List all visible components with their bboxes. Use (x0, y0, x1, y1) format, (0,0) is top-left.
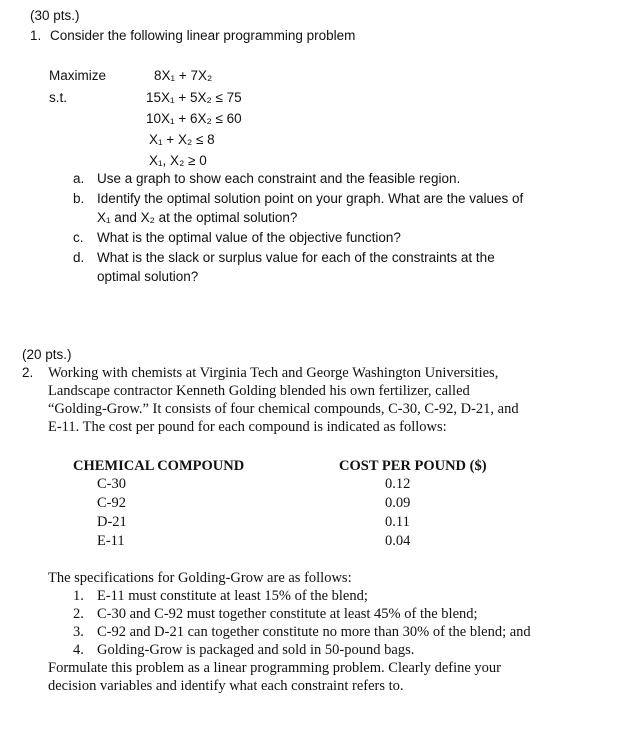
q2-intro-line-3: “Golding-Grow.” It consists of four chemical compounds, C-30, C-92, D-21, and (48, 401, 519, 417)
spec-item: E-11 must constitute at least 15% of the blend; (97, 588, 368, 604)
part-a-text: Use a graph to show each constraint and the feasible region. (97, 171, 461, 186)
table-row-cost: 0.09 (385, 495, 411, 511)
q1-number: 1. (30, 28, 42, 43)
table-header-compound: CHEMICAL COMPOUND (73, 458, 245, 474)
spec-number: 1. (73, 588, 84, 604)
part-c-letter: c. (73, 230, 84, 245)
table-row-compound: C-92 (97, 495, 126, 511)
constraint-2: 10X₁ + 6X₂ ≤ 60 (146, 111, 242, 126)
q2-number: 2. (22, 365, 34, 380)
part-b-letter: b. (73, 191, 85, 206)
part-b-text-1: Identify the optimal solution point on your graph. What are the values of (97, 191, 524, 206)
q2-intro-line-4: E-11. The cost per pound for each compound is indicated as follows: (48, 419, 447, 435)
closing-line-1: Formulate this problem as a linear programming problem. Clearly define your (48, 660, 502, 676)
q2-points: (20 pts.) (22, 347, 72, 362)
spec-number: 3. (73, 624, 84, 640)
part-d-text-1: What is the slack or surplus value for each of the constraints at the (97, 250, 495, 265)
table-row-cost: 0.04 (385, 533, 411, 549)
part-a-letter: a. (73, 171, 85, 186)
table-row-compound: C-30 (97, 476, 126, 492)
part-d-text-2: optimal solution? (97, 269, 199, 284)
table-row-cost: 0.12 (385, 476, 411, 492)
spec-number: 2. (73, 606, 84, 622)
spec-intro: The specifications for Golding-Grow are as follows: (48, 570, 352, 586)
constraint-nonneg: X₁, X₂ ≥ 0 (149, 153, 207, 168)
q1-points: (30 pts.) (30, 8, 80, 23)
subject-to-label: s.t. (49, 90, 68, 105)
part-b-text-2: X₁ and X₂ at the optimal solution? (97, 210, 298, 225)
spec-item: C-92 and D-21 can together constitute no more than 30% of the blend; and (97, 624, 531, 640)
table-row-compound: D-21 (97, 514, 127, 530)
q2-intro-line-1: Working with chemists at Virginia Tech and George Washington Universities, (48, 365, 499, 381)
part-d-letter: d. (73, 250, 85, 265)
table-row-compound: E-11 (97, 533, 125, 549)
q1-prompt: Consider the following linear programming problem (50, 28, 356, 43)
objective-function: 8X₁ + 7X₂ (154, 68, 213, 83)
spec-item: C-30 and C-92 must together constitute at least 45% of the blend; (97, 606, 478, 622)
spec-number: 4. (73, 642, 84, 658)
q2-intro-line-2: Landscape contractor Kenneth Golding blended his own fertilizer, called (48, 383, 470, 399)
spec-item: Golding-Grow is packaged and sold in 50-pound bags. (97, 642, 415, 658)
maximize-label: Maximize (49, 68, 107, 83)
table-row-cost: 0.11 (385, 514, 410, 530)
closing-line-2: decision variables and identify what each constraint refers to. (48, 678, 404, 694)
constraint-3: X₁ + X₂ ≤ 8 (149, 132, 215, 147)
part-c-text: What is the optimal value of the objective function? (97, 230, 401, 245)
constraint-1: 15X₁ + 5X₂ ≤ 75 (146, 90, 242, 105)
table-header-cost: COST PER POUND ($) (339, 458, 487, 474)
